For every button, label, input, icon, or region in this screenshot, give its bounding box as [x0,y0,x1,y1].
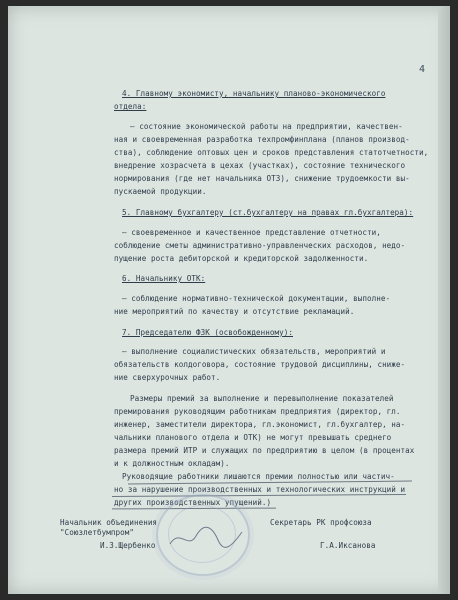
section-4-heading: 4. Главному экономисту, начальнику планово-экономического [122,89,386,98]
signature-left-org: "Союзлетбумпром" [60,528,134,537]
paragraph-line: соблюдение сметы административно-управленческих расходов, недо- [114,241,406,250]
paragraph-line: Руководящие работники лишаются премии полностью или частич- [122,472,395,481]
paragraph-line: ние мероприятий по качеству и отсутствие рекламаций. [114,307,355,316]
page-number: 4 [419,64,426,75]
section-5-heading: 5. Главному бухгалтеру (ст.бухгалтеру на правах гл.бухгалтера): [122,208,414,217]
page-edge [438,6,450,594]
paragraph-line: ние сверхурочных работ. [114,373,221,382]
section-7-heading: 7. Председателю ФЗК (освобожденному): [122,328,294,337]
document-page [8,6,450,594]
paragraph-line: инженер, заместители директора, гл.экономист, гл.бухгалтер, на- [114,420,406,429]
signature-left-title: Начальник объединения [60,518,158,527]
paragraph-line: размера премий ИТР и служащих по предприятию в целом (в процентах [114,446,415,455]
paragraph-line: премирования руководящим работникам предприятия (директор, гл. [114,407,401,416]
section-6-heading: 6. Начальнику ОТК: [122,274,206,283]
paragraph-line: но за нарушение производственных и технологических инструкций и [114,485,406,494]
paragraph-line: чальники планового отдела и ОТК) не могут превышать среднего [114,433,392,442]
paragraph-line: – своевременное и качественное представление отчетности, [122,228,381,237]
signature-right-name: Г.А.Иксанова [320,541,376,550]
paragraph-line: пускаемой продукции. [114,187,207,196]
signature-left-name: И.З.Щербенко [100,541,156,550]
paragraph-line: – выполнение социалистических обязательств, мероприятий и [122,347,386,356]
paragraph-line: обязательств колдоговора, состояние трудовой дисциплины, сниже- [114,360,406,369]
paragraph-line: ная и своевременная разработка техпромфинплана (планов производ- [114,135,410,144]
paragraph-line: других производственных упущений.) [114,498,272,507]
paragraph-line: и к должностным окладам). [114,459,230,468]
paragraph-line: пущение роста дебиторской и кредиторской задолженности. [114,254,369,263]
paragraph-line: – состояние экономической работы на предприятии, качествен- [130,122,403,131]
signature-right-title: Секретарь РК профсоюза [270,518,372,527]
paragraph-line: – соблюдение нормативно-технической документации, выполне- [122,294,391,303]
paragraph-line: Размеры премий за выполнение и перевыполнение показателей [130,394,394,403]
handwritten-signature-left [166,522,246,552]
section-4-heading-cont: отдела: [114,102,147,111]
paragraph-line: нормирования (где нет начальника ОТЗ), снижение трудоемкости вы- [114,174,410,183]
paragraph-line: ства), соблюдение оптовых цен и сроков представления статотчетности, [114,148,429,157]
paragraph-line: внедрение хозрасчета в цехах (участках), состояние технического [114,161,406,170]
